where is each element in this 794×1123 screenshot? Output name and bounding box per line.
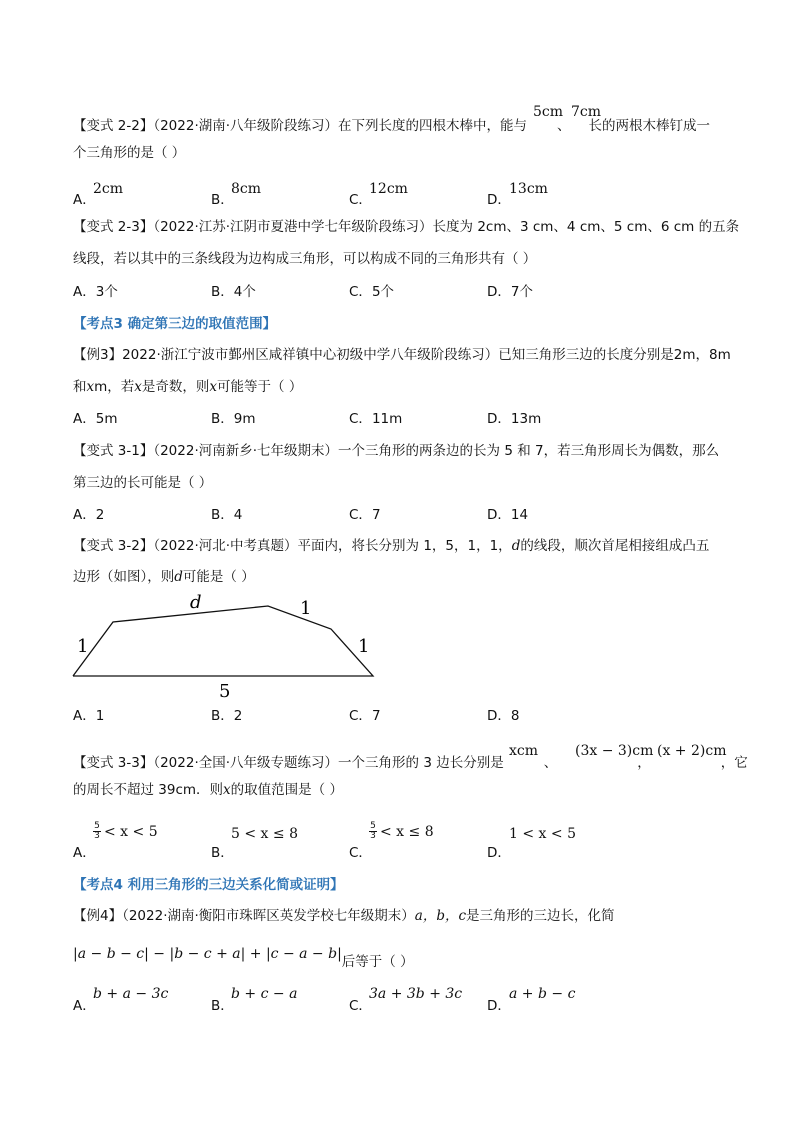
fraction-c: 5 3 (370, 821, 376, 841)
option-a[interactable]: A．1 (73, 708, 105, 724)
example-4-line1: 【例4】（2022·湖南·衡阳市珠晖区英发学校七年级期末）a，b，c是三角形的三边长，化简 (73, 908, 615, 924)
option-c[interactable]: C．7 (349, 507, 381, 523)
option-b[interactable]: B．9m (211, 411, 256, 427)
option-d-value: 1 < x < 5 (509, 826, 576, 842)
option-c-value: < x ≤ 8 (380, 824, 434, 840)
question-3-1-line2: 第三边的长可能是（ ） (73, 475, 213, 491)
option-a-value: b + a − 3c (93, 986, 169, 1002)
question-2-3-line1: 【变式 2-3】（2022·江苏·江阴市夏港中学七年级阶段练习）长度为 2cm、3 cm、4 cm、5 cm、6 cm 的五条 (73, 219, 740, 235)
option-c-value: 3a + 3b + 3c (369, 986, 463, 1002)
option-d[interactable]: D．13m (487, 411, 542, 427)
pentagon-figure (68, 588, 388, 704)
label-right: 1 (358, 636, 370, 657)
inline-value-5cm: 5cm (533, 104, 564, 120)
option-b[interactable]: B．2 (211, 708, 243, 724)
option-b-value: 8cm (231, 181, 262, 197)
label-bottom: 5 (219, 681, 231, 702)
fraction-a: 5 3 (94, 821, 100, 841)
option-b[interactable]: B． (211, 192, 234, 208)
option-b[interactable]: B．4 (211, 507, 243, 523)
question-3-2-line1: 【变式 3-2】（2022·河北·中考真题）平面内，将长分别为 1，5，1，1，d的线段，顺次首尾相接组成凸五 (73, 538, 710, 554)
question-2-2-line2: 个三角形的是（ ） (73, 145, 186, 161)
side-2: (3x − 3)cm (575, 743, 654, 759)
option-a[interactable]: A．5m (73, 411, 118, 427)
option-d[interactable]: D．14 (487, 507, 529, 523)
side-3: (x + 2)cm (657, 743, 727, 759)
example-3-line1: 【例3】2022·浙江宁波市鄞州区咸祥镇中心初级中学八年级阶段练习）已知三角形三边的长度分别是2m，8m (73, 347, 731, 363)
option-a-value: < x < 5 (104, 824, 158, 840)
option-d-value: 13cm (509, 181, 548, 197)
option-d[interactable]: D． (487, 192, 511, 208)
question-3-3-line2: 的周长不超过 39cm．则x的取值范围是（ ） (73, 782, 343, 798)
option-b[interactable]: B．4个 (211, 284, 256, 300)
question-3-3-line1: 【变式 3-3】（2022·全国·八年级专题练习）一个三角形的 3 边长分别是 、 ， ，它 (73, 755, 748, 771)
absolute-value-expression: |a − b − c| − |b − c + a| + |c − a − b| (73, 946, 342, 962)
example-3-line2: 和xm，若x是奇数，则x可能等于（ ） (73, 379, 303, 395)
option-c[interactable]: C． (349, 845, 372, 861)
option-a-value: 2cm (93, 181, 124, 197)
option-b[interactable]: B． (211, 845, 234, 861)
option-b-value: 5 < x ≤ 8 (231, 826, 298, 842)
option-a[interactable]: A．3个 (73, 284, 118, 300)
pentagon-outline (73, 606, 373, 676)
option-a[interactable]: A． (73, 998, 96, 1014)
section-heading-kp3: 【考点3 确定第三边的取值范围】 (73, 316, 277, 332)
option-b[interactable]: B． (211, 998, 234, 1014)
option-c[interactable]: C． (349, 192, 372, 208)
option-d[interactable]: D． (487, 998, 511, 1014)
section-heading-kp4: 【考点4 利用三角形的三边关系化简或证明】 (73, 877, 344, 893)
question-2-3-line2: 线段，若以其中的三条线段为边构成三角形，可以构成不同的三角形共有（ ） (73, 251, 537, 267)
option-c[interactable]: C．7 (349, 708, 381, 724)
question-3-1-line1: 【变式 3-1】（2022·河南新乡·七年级期末）一个三角形的两条边的长为 5 和 7，若三角形周长为偶数，那么 (73, 443, 720, 459)
option-a[interactable]: A．2 (73, 507, 105, 523)
option-d-value: a + b − c (509, 986, 576, 1002)
label-right-top: 1 (300, 598, 312, 619)
option-c[interactable]: C．5个 (349, 284, 395, 300)
option-d[interactable]: D． (487, 845, 511, 861)
option-a[interactable]: A． (73, 192, 96, 208)
option-c[interactable]: C．11m (349, 411, 403, 427)
label-d: d (190, 592, 202, 613)
question-2-2-line1: 【变式 2-2】（2022·湖南·八年级阶段练习）在下列长度的四根木棒中，能与 、 长的两根木棒钉成一 (73, 118, 711, 134)
question-3-2-line2: 边形（如图），则d可能是（ ） (73, 569, 255, 585)
option-b-value: b + c − a (231, 986, 298, 1002)
option-a[interactable]: A． (73, 845, 96, 861)
option-c[interactable]: C． (349, 998, 372, 1014)
option-d[interactable]: D．7个 (487, 284, 533, 300)
example-4-line2: |a − b − c| − |b − c + a| + |c − a − b|后等于（ ） (73, 946, 414, 970)
option-c-value: 12cm (369, 181, 408, 197)
inline-value-7cm: 7cm (571, 104, 602, 120)
label-left: 1 (77, 636, 89, 657)
side-1: xcm (509, 743, 539, 759)
option-d[interactable]: D．8 (487, 708, 520, 724)
